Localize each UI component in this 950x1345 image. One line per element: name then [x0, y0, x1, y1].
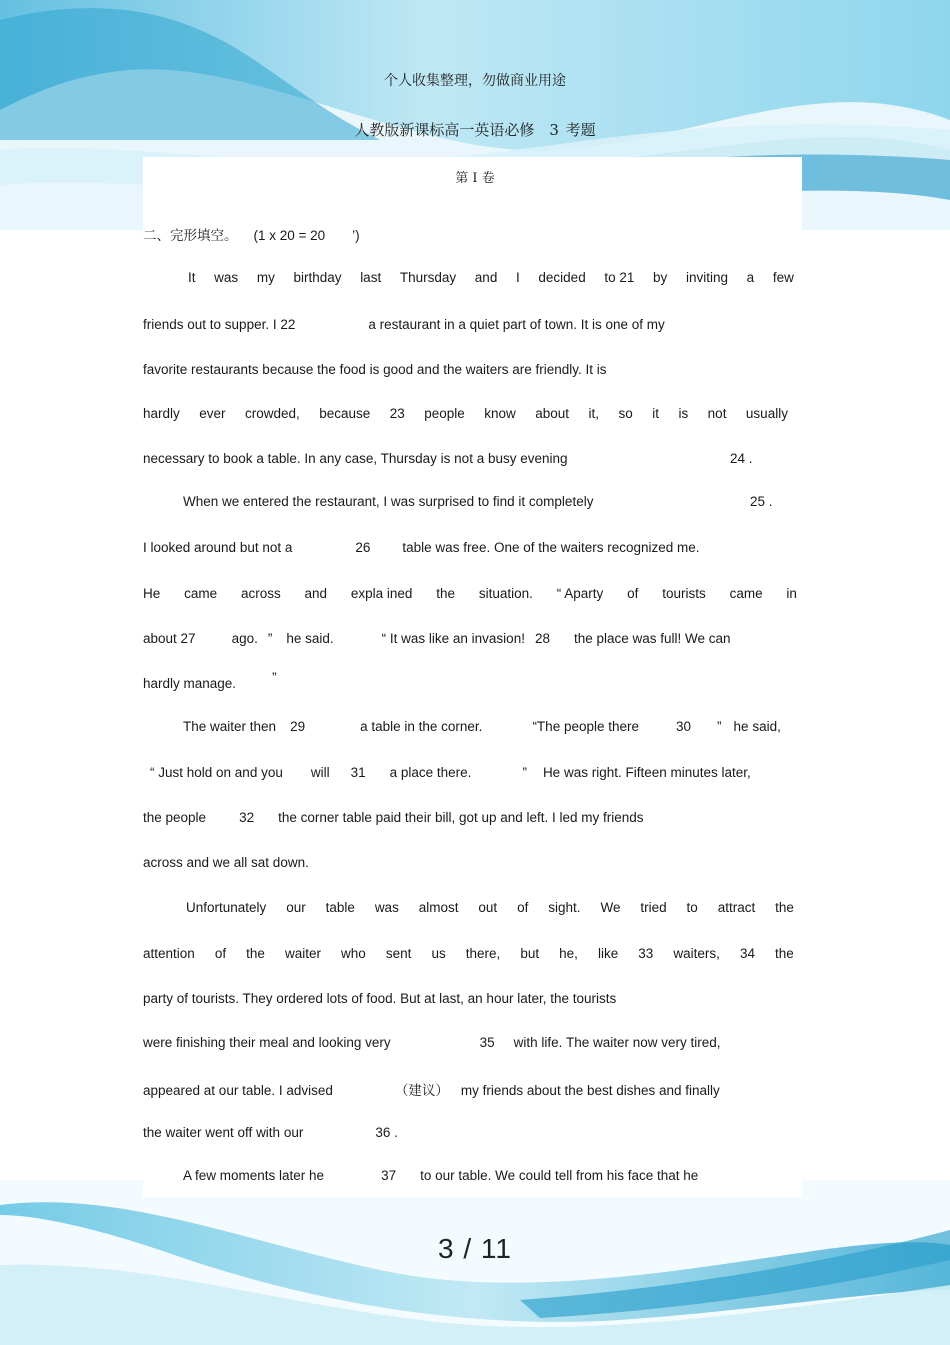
text-segment: He was right. Fifteen minutes later, — [542, 765, 751, 780]
blank-31: 31 — [350, 765, 366, 780]
word: will — [310, 765, 330, 780]
text-segment: he said, — [733, 719, 781, 734]
text-segment: When we entered the restaurant, I was surprised to find it completely — [183, 494, 594, 509]
blank-33: 33 — [638, 946, 654, 961]
blank-34: 34 — [739, 946, 755, 961]
passage-line-18 — [143, 1035, 721, 1050]
word: and — [474, 270, 498, 285]
passage-line-6 — [183, 494, 593, 509]
text-segment: necessary to book a table. In any case, Thursday is not a busy evening — [143, 451, 568, 466]
text-segment: across and we all sat down. — [143, 855, 309, 870]
word: ever — [199, 406, 226, 421]
passage-line-21 — [183, 1168, 698, 1183]
word: us — [431, 946, 446, 961]
text-segment: to our table. We could tell from his face that he — [420, 1168, 699, 1183]
page-indicator: 3 / 11 — [438, 1233, 512, 1264]
blank-21: to 21 — [604, 270, 635, 285]
text-segment: he said. — [286, 631, 334, 646]
word: table — [325, 900, 355, 915]
passage-line-8 — [143, 586, 797, 601]
word: last — [360, 270, 382, 285]
word: He — [143, 586, 161, 601]
quote-mark: ” — [717, 719, 722, 734]
word: expla ined — [350, 586, 413, 601]
section-label: 二、完形填空。 — [143, 228, 238, 244]
text-segment: with life. The waiter now very tired, — [513, 1035, 721, 1050]
word: came — [184, 586, 218, 601]
word: waiters, — [673, 946, 720, 961]
word: to — [686, 900, 698, 915]
word: people — [424, 406, 465, 421]
passage-line-11 — [183, 719, 781, 734]
text-segment: a place there. — [389, 765, 472, 780]
passage-line-17 — [143, 991, 616, 1006]
text-segment: table was free. One of the waiters recognized me. — [402, 540, 700, 555]
blank-number: 24 . — [730, 451, 753, 466]
text-segment: the corner table paid their bill, got up and left. I led my friends — [278, 810, 644, 825]
text-segment: favorite restaurants because the food is good and the waiters are friendly. It is — [143, 362, 607, 377]
word: know — [484, 406, 516, 421]
word: my — [256, 270, 275, 285]
word: We — [600, 900, 621, 915]
word: It — [188, 270, 196, 285]
word: “ Aparty — [556, 586, 604, 601]
word: it — [652, 406, 659, 421]
word: there, — [465, 946, 501, 961]
word: out — [478, 900, 498, 915]
word: attention — [143, 946, 195, 961]
word: ago. — [231, 631, 258, 646]
text-segment: a table in the corner. — [360, 719, 483, 734]
quote-mark: ” — [272, 670, 277, 685]
document-title: 人教版新课标高一英语必修 3 考题 — [354, 121, 596, 139]
word: of — [627, 586, 639, 601]
text-segment: I looked around but not a — [143, 540, 293, 555]
passage-line-3 — [143, 362, 607, 377]
word: not — [707, 406, 727, 421]
passage-line-10 — [143, 670, 277, 691]
blank-35: 35 — [479, 1035, 495, 1050]
word: Unfortunately — [186, 900, 267, 915]
word: the — [246, 946, 265, 961]
text-segment: my friends about the best dishes and finally — [460, 1083, 720, 1098]
text-segment: a restaurant in a quiet part of town. It is one of my — [368, 317, 665, 332]
word: like — [597, 946, 619, 961]
text-segment: The waiter then — [183, 719, 277, 734]
passage-line-1 — [188, 270, 794, 285]
text-segment: friends out to supper. I 22 — [143, 317, 296, 332]
word: inviting — [685, 270, 728, 285]
blank-27: about 27 — [143, 631, 196, 646]
passage-line-13 — [143, 810, 644, 825]
blank-26: 26 — [355, 540, 371, 555]
passage-line-15 — [186, 900, 794, 915]
blank-29: 29 — [290, 719, 306, 734]
word: the — [436, 586, 456, 601]
text-segment: party of tourists. They ordered lots of food. But at last, an hour later, the tourists — [143, 991, 617, 1006]
passage-line-5 — [143, 451, 568, 466]
word: almost — [418, 900, 459, 915]
word: our — [286, 900, 306, 915]
word: the — [775, 900, 794, 915]
blank-24 — [730, 451, 753, 466]
word: and — [304, 586, 328, 601]
word: was — [214, 270, 239, 285]
text-segment: “ It was like an invasion! — [381, 631, 525, 646]
volume-label: 第 I 卷 — [455, 171, 495, 186]
quote-mark: ” — [267, 631, 273, 646]
blank-25 — [750, 494, 773, 509]
word: is — [678, 406, 689, 421]
blank-number: 25 . — [750, 494, 773, 509]
word: by — [653, 270, 668, 285]
word: came — [729, 586, 763, 601]
quote-mark: ” — [522, 765, 527, 780]
word: birthday — [293, 270, 342, 285]
passage-line-14 — [143, 855, 309, 870]
text-segment: appeared at our table. I advised — [143, 1083, 333, 1098]
word: tourists — [662, 586, 706, 601]
word: the — [775, 946, 794, 961]
text-segment: A few moments later he — [183, 1168, 325, 1183]
word: a — [746, 270, 755, 285]
blank-32: 32 — [239, 810, 255, 825]
blank-30: 30 — [676, 719, 692, 734]
word: sight. — [548, 900, 581, 915]
text-segment: hardly manage. — [143, 676, 237, 691]
text-segment: the people — [143, 810, 207, 825]
watermark-note: 个人收集整理，勿做商业用途 — [384, 73, 566, 89]
passage-line-12 — [150, 765, 751, 780]
word: hardly — [143, 406, 180, 421]
word: in — [786, 586, 797, 601]
text-segment: “ Just hold on and you — [150, 765, 283, 780]
word: who — [341, 946, 366, 961]
passage-line-4 — [143, 406, 788, 421]
word: of — [517, 900, 529, 915]
passage-line-20 — [143, 1125, 398, 1140]
blank-37: 37 — [381, 1168, 397, 1183]
word: crowded, — [244, 406, 300, 421]
word: decided — [538, 270, 586, 285]
blank-28: 28 — [534, 631, 550, 646]
word: usually — [745, 406, 788, 421]
word: he, — [559, 946, 578, 961]
word: so — [618, 406, 633, 421]
text-segment: were finishing their meal and looking very — [143, 1035, 391, 1050]
word: about — [535, 406, 570, 421]
word: Thursday — [399, 270, 457, 285]
passage-line-7 — [143, 540, 700, 555]
word: tried — [640, 900, 667, 915]
text-segment: the place was full! We can — [573, 631, 731, 646]
passage-line-16 — [143, 946, 794, 961]
word: of — [214, 946, 227, 961]
text-segment: the waiter went off with our — [143, 1125, 304, 1140]
section-score: (1 x 20 = 20 ’) — [253, 228, 360, 243]
word: but — [520, 946, 540, 961]
gloss-annotation: （建议） — [394, 1083, 449, 1099]
word: was — [374, 900, 399, 915]
passage-line-19 — [143, 1079, 720, 1099]
word: it, — [588, 406, 600, 421]
blank-23: 23 — [389, 406, 405, 421]
word: situation. — [478, 586, 533, 601]
passage-line-9 — [143, 631, 731, 646]
word: because — [319, 406, 371, 421]
word: few — [772, 270, 794, 285]
word: across — [240, 586, 281, 601]
blank-36: 36 . — [375, 1125, 398, 1140]
word: waiter — [284, 946, 321, 961]
word: attract — [717, 900, 756, 915]
section-heading — [143, 224, 360, 244]
word: I — [515, 270, 520, 285]
passage-line-2 — [143, 317, 665, 332]
text-segment: “The people there — [532, 719, 640, 734]
word: sent — [385, 946, 412, 961]
